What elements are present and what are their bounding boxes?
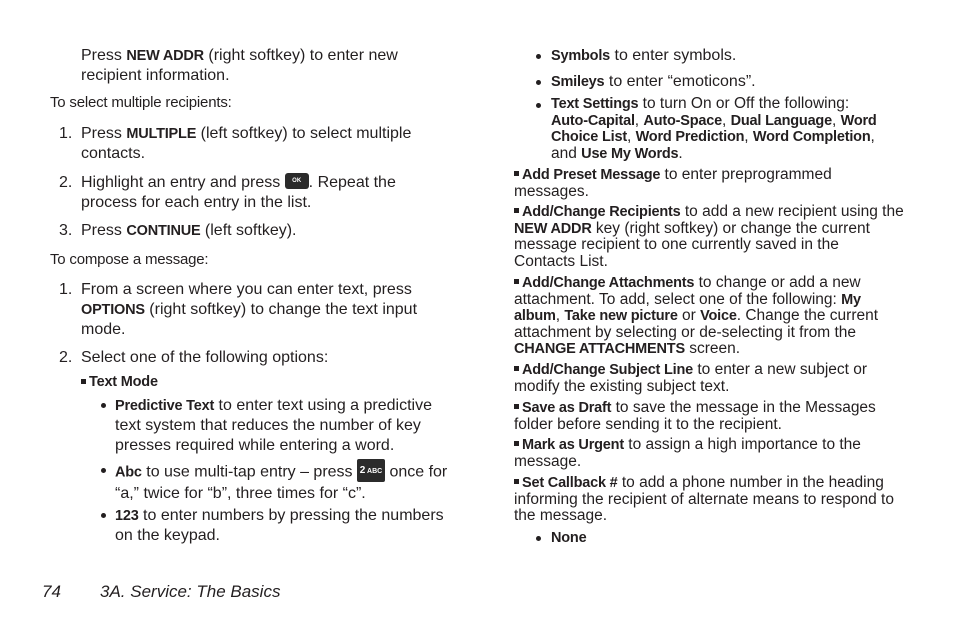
add-change-recipients-item: Add/Change Recipients to add a new recipient using the NEW ADDR key (right softkey) or change the current message recipient to one currently saved in the Contacts List. xyxy=(514,203,904,270)
none-item: None xyxy=(551,530,587,546)
text-mode-label: Text Mode xyxy=(81,373,158,391)
step-number: 1. xyxy=(59,125,73,142)
section-title: 3A. Service: The Basics xyxy=(100,582,281,601)
bullet-icon xyxy=(536,103,541,108)
square-bullet-icon xyxy=(514,171,519,176)
numbers-item: 123 to enter numbers by pressing the numbers on the keypad. xyxy=(115,507,444,544)
square-bullet-icon xyxy=(514,279,519,284)
bullet-icon xyxy=(536,80,541,85)
add-preset-message-item: Add Preset Message to enter preprogrammed messages. xyxy=(514,166,832,200)
bullet-icon xyxy=(101,468,106,473)
two-abc-key-icon: 2 ABC xyxy=(357,459,385,482)
smileys-item: Smileys to enter “emoticons”. xyxy=(551,73,756,90)
abc-item: Abc to use multi-tap entry – press 2 ABC once for “a,” twice for “b”, three times for “c”. xyxy=(115,461,460,504)
text-settings-item: Text Settings to turn On or Off the following: Auto-Capital, Auto-Space, Dual Language, Word Choice List, Word Prediction, Word Completion, and Use My Words. xyxy=(551,95,877,162)
step-number: 1. xyxy=(59,281,73,298)
add-change-subject-line-item: Add/Change Subject Line to enter a new subject or modify the existing subject text. xyxy=(514,361,868,395)
bullet-icon xyxy=(101,403,106,408)
bullet-icon xyxy=(101,513,106,518)
step-highlight: Highlight an entry and press OK . Repeat the process for each entry in the list. xyxy=(81,174,396,211)
bullet-icon xyxy=(536,54,541,59)
square-bullet-icon xyxy=(514,441,519,446)
square-bullet-icon xyxy=(514,208,519,213)
heading-multiple-recipients: To select multiple recipients: xyxy=(50,94,232,111)
set-callback-item: Set Callback # to add a phone number in the heading informing the recipient of alternate means to respond to the message. xyxy=(514,474,894,524)
step-options: From a screen where you can enter text, press OPTIONS (right softkey) to change the text input mode. xyxy=(81,281,418,338)
mark-as-urgent-item: Mark as Urgent to assign a high importance to the message. xyxy=(514,436,861,470)
step-number: 2. xyxy=(59,349,73,366)
heading-compose-message: To compose a message: xyxy=(50,251,209,268)
page-number: 74 xyxy=(42,582,61,601)
step-continue: Press CONTINUE (left softkey). xyxy=(81,222,297,239)
bullet-icon xyxy=(536,536,541,541)
ok-key-icon: OK xyxy=(285,173,309,189)
square-bullet-icon xyxy=(81,379,86,384)
add-change-attachments-item: Add/Change Attachments to change or add a new attachment. To add, select one of the following: My album, Take new picture or Voice. Change the current attachment by selecting or de-selecting it from the CHANGE ATTACHMENTS screen. xyxy=(514,274,879,357)
step-number: 3. xyxy=(59,222,73,239)
predictive-text-item: Predictive Text to enter text using a predictive text system that reduces the number of key presses required while entering a word. xyxy=(115,397,432,454)
step-multiple: Press MULTIPLE (left softkey) to select multiple contacts. xyxy=(81,125,412,162)
save-as-draft-item: Save as Draft to save the message in the Messages folder before sending it to the recipient. xyxy=(514,399,876,433)
new-addr-instruction: Press NEW ADDR (right softkey) to enter new recipient information. xyxy=(81,47,398,84)
step-select-option: Select one of the following options: xyxy=(81,349,329,366)
square-bullet-icon xyxy=(514,404,519,409)
square-bullet-icon xyxy=(514,366,519,371)
step-number: 2. xyxy=(59,174,73,191)
square-bullet-icon xyxy=(514,479,519,484)
symbols-item: Symbols to enter symbols. xyxy=(551,47,737,64)
